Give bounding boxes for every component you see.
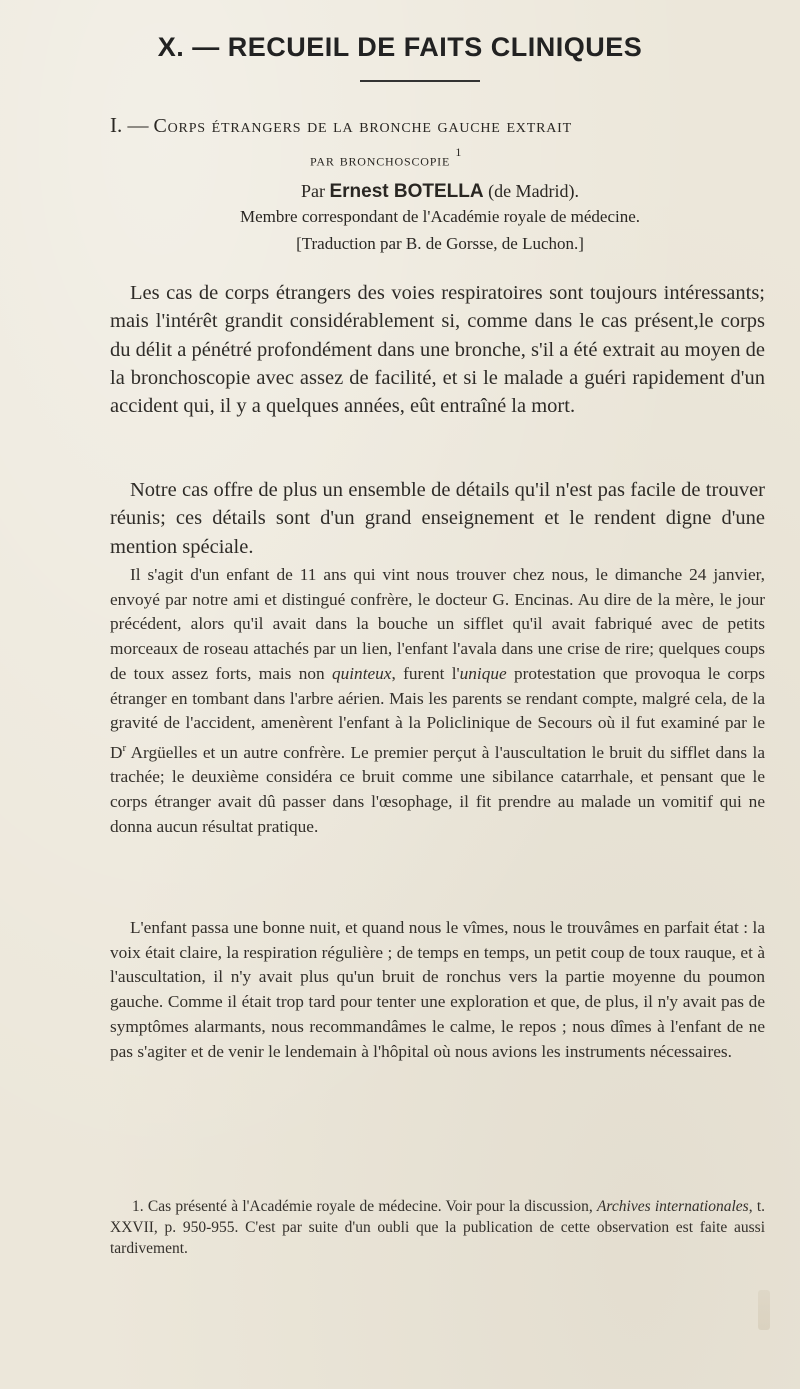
paragraph-3 bbox=[110, 563, 765, 840]
paragraph-3-italic-quinteux: quinteux bbox=[331, 663, 392, 683]
author-name: Ernest BOTELLA bbox=[329, 181, 484, 202]
footnote-text-b: , t. XXVII, p. 950-955. C'est par suite d'un oubli que la publication de cette observation est faite aussi tardivement. bbox=[110, 1198, 765, 1257]
article-title-line1: Corps étrangers de la bronche gauche extrait bbox=[153, 115, 572, 137]
footnote-marker: 1 bbox=[455, 145, 463, 159]
author-membership: Membre correspondant de l'Académie royale de médecine. bbox=[239, 207, 641, 226]
paragraph-3-text-d: Argüelles et un autre confrère. Le premier perçut à l'auscultation le bruit du sifflet dans la trachée; le deuxième considéra ce bruit comme une sibilance catarrhale, et pensant que le corps étranger avait dû passer dans l'œsophage, il fit prendre au malade un vomitif qui ne donna aucun résultat pratique. bbox=[110, 742, 765, 836]
article-title bbox=[110, 113, 770, 138]
byline bbox=[0, 181, 800, 203]
paragraph-3-sup: r bbox=[122, 741, 127, 754]
paragraph-3-text-a: Il s'agit d'un enfant de 11 ans qui vint nous trouver chez nous, le dimanche 24 janvier, envoyé par notre ami et distingué confrère, le docteur G. Encinas. Au dire de la mère, le jour précédent, alors qu'il avait dans la bouche un sifflet qu'il avait fabriqué avec de petits morceaux de roseau attachés par un lien, l'enfant l'avala dans une crise de rire; quelques coups de toux assez forts, mais non bbox=[110, 565, 765, 683]
paragraph-2: Notre cas offre de plus un ensemble de détails qu'il n'est pas facile de trouver réunis; ces détails sont d'un grand enseignement et le rendent digne d'une mention spéciale. bbox=[110, 479, 765, 558]
paragraph-3-text-b: , furent l' bbox=[391, 663, 460, 683]
footnote-italic: Archives internationales bbox=[596, 1198, 749, 1215]
article-title-line2: par bronchoscopie bbox=[310, 150, 451, 170]
paragraph-3-text-c: protestation que provoqua le corps étranger en tombant dans l'arbre aérien. Mais les parents se rendant compte, malgré cela, de la gravité de l'accident, amenèrent l'enfant à la Policlinique de Secours où il fut examiné par le D bbox=[110, 663, 765, 762]
title-rule bbox=[360, 80, 480, 82]
chapter-title: X. — RECUEIL DE FAITS CLINIQUES bbox=[157, 32, 643, 62]
paragraph-1: Les cas de corps étrangers des voies respiratoires sont toujours intéressants; mais l'intérêt grandit considérablement si, comme dans le cas présent,le corps du délit a pénétré profondément dans une bronche, s'il a été extrait au moyen de la bronchoscopie avec assez de facilité, et si le malade a guéri rapidement d'un accident qui, il y a quelques années, eût entraîné la mort. bbox=[110, 282, 765, 418]
footnote bbox=[110, 1196, 765, 1259]
article-title-line2-wrap bbox=[310, 145, 463, 171]
page-smudge bbox=[758, 1290, 770, 1330]
paragraph-3-italic-unique: unique bbox=[459, 663, 507, 683]
footnote-text-a: 1. Cas présenté à l'Académie royale de médecine. Voir pour la discussion, bbox=[132, 1198, 597, 1215]
translation-credit: [Traduction par B. de Gorsse, de Luchon.] bbox=[296, 234, 584, 253]
byline-prefix: Par bbox=[300, 181, 325, 201]
byline-suffix: (de Madrid). bbox=[488, 181, 580, 201]
article-number: I. — bbox=[110, 113, 149, 137]
paragraph-4: L'enfant passa une bonne nuit, et quand nous le vîmes, nous le trouvâmes en parfait état : la voix était claire, la respiration régulière ; de temps en temps, un petit coup de toux rauque, et à l'auscultation, il n'y avait plus qu'un bruit de ronchus vers la partie moyenne du poumon gauche. Comme il était trop tard pour tenter une exploration et que, de plus, il n'y avait pas de symptômes alarmants, nous recommandâmes le calme, le repos ; nous dîmes à l'enfant de ne pas s'agiter et de venir le lendemain à l'hôpital où nous avions les instruments nécessaires. bbox=[110, 918, 765, 1061]
